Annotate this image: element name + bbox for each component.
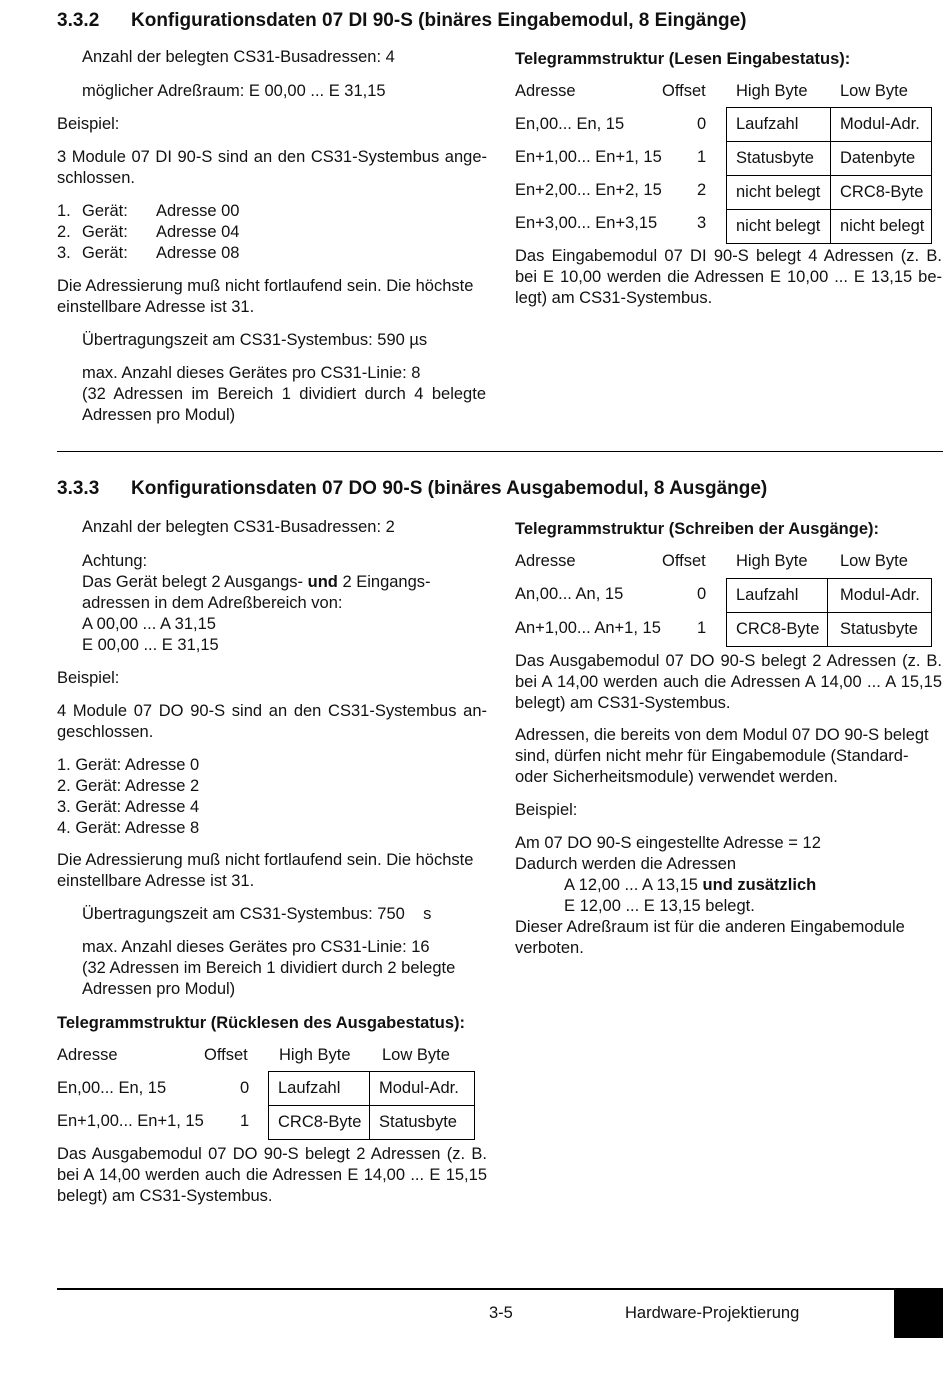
telegram-table: [726, 107, 932, 244]
row-address: An+1,00... An+1, 15: [515, 619, 661, 637]
row-address: En+2,00... En+2, 15: [515, 181, 662, 199]
col-header-low-byte: Low Byte: [382, 1046, 450, 1064]
device-number: 3.: [57, 244, 71, 262]
attention-text-line2: adressen in dem Adreßbereich von:: [82, 594, 343, 612]
table-row: [269, 1072, 475, 1106]
readback-note: Das Ausgabemodul 07 DO 90-S belegt 2 Adressen (z. B. bei A 14,00 werden auch die Adressen E 14,00 ... E 15,15 belegt) am CS31-Systembus.: [57, 1145, 487, 1205]
col-header-address: Adresse: [515, 552, 576, 570]
row-offset: 0: [240, 1079, 250, 1097]
max-count-detail: (32 Adressen im Bereich 1 dividiert durch 4 belegte Adressen pro Modul): [82, 385, 486, 424]
address-space-text: möglicher Adreßraum: E 00,00 ... E 31,15: [82, 82, 386, 100]
transfer-time: Übertragungszeit am CS31-Systembus: 590 µs: [82, 331, 428, 349]
bus-addresses-text: Anzahl der belegten CS31-Busadressen: 2: [82, 518, 395, 536]
max-count-detail: (32 Adressen im Bereich 1 dividiert durch 2 belegte Adressen pro Modul): [82, 959, 456, 998]
row-address: En+3,00... En+3,15: [515, 214, 658, 232]
example-text: 4 Module 07 DO 90-S sind an den CS31-Systembus an-geschlossen.: [57, 702, 487, 741]
attention-label: Achtung:: [82, 552, 148, 570]
example-line: A 12,00 ... A 13,15 und zusätzlich: [564, 876, 817, 894]
list-item: 4. Gerät: Adresse 8: [57, 819, 200, 837]
chapter-title: Hardware-Projektierung: [625, 1304, 800, 1322]
low-byte-cell: CRC8-Byte: [831, 176, 932, 210]
bus-addresses-text: Anzahl der belegten CS31-Busadressen: 4: [82, 48, 395, 66]
high-byte-cell: Statusbyte: [727, 142, 831, 176]
addressing-note: Die Adressierung muß nicht fortlaufend sein. Die höchste einstellbare Adresse ist 31.: [57, 277, 474, 316]
device-number: 2.: [57, 223, 71, 241]
table-row: [727, 108, 932, 142]
low-byte-cell: Statusbyte: [828, 613, 932, 647]
low-byte-cell: nicht belegt: [831, 210, 932, 244]
row-address: En+1,00... En+1, 15: [57, 1112, 204, 1130]
col-header-high-byte: High Byte: [279, 1046, 351, 1064]
example-line: Am 07 DO 90-S eingestellte Adresse = 12: [515, 834, 821, 852]
telegram-title: Telegrammstruktur (Lesen Eingabestatus):: [515, 50, 851, 68]
col-header-low-byte: Low Byte: [840, 82, 908, 100]
high-byte-cell: CRC8-Byte: [727, 613, 828, 647]
example-line: E 12,00 ... E 13,15 belegt.: [564, 897, 755, 915]
device-label: Gerät:: [82, 244, 128, 262]
footer-rule: [57, 1288, 943, 1290]
table-row: [727, 176, 932, 210]
section-number: 3.3.3: [57, 478, 100, 499]
row-offset: 1: [697, 619, 707, 637]
list-item: 3. Gerät: Adresse 4: [57, 798, 200, 816]
list-item: 2. Gerät: Adresse 2: [57, 777, 200, 795]
row-offset: 1: [697, 148, 707, 166]
section-title: Konfigurationsdaten 07 DO 90-S (binäres Ausgabemodul, 8 Ausgänge): [131, 478, 768, 499]
col-header-low-byte: Low Byte: [840, 552, 908, 570]
thumb-index-tab: [894, 1288, 943, 1338]
low-byte-cell: Datenbyte: [831, 142, 932, 176]
table-row: [269, 1106, 475, 1140]
write-note: Das Ausgabemodul 07 DO 90-S belegt 2 Adressen (z. B. bei A 14,00 werden auch die Adressen A 14,00 ... A 15,15 belegt) am CS31-Systembus.: [515, 652, 942, 712]
device-address: Adresse 08: [156, 244, 240, 262]
section-title: Konfigurationsdaten 07 DI 90-S (binäres Eingabemodul, 8 Eingänge): [131, 10, 747, 31]
telegram-note: Das Eingabemodul 07 DI 90-S belegt 4 Adressen (z. B. bei E 10,00 werden die Adressen E 10,00 ... E 13,15 be-legt) am CS31-Systembus.: [515, 247, 942, 307]
col-header-high-byte: High Byte: [736, 82, 808, 100]
page-number: 3-5: [489, 1304, 513, 1322]
range-output: A 00,00 ... A 31,15: [82, 615, 216, 633]
section-divider: [57, 451, 943, 452]
col-header-offset: Offset: [662, 552, 706, 570]
transfer-time: Übertragungszeit am CS31-Systembus: 750 s: [82, 905, 432, 923]
list-item: 1. Gerät: Adresse 0: [57, 756, 200, 774]
example-label: Beispiel:: [57, 115, 120, 133]
section-number: 3.3.2: [57, 10, 100, 31]
device-label: Gerät:: [82, 202, 128, 220]
col-header-address: Adresse: [515, 82, 576, 100]
col-header-offset: Offset: [204, 1046, 248, 1064]
example-line: Dadurch werden die Adressen: [515, 855, 737, 873]
row-address: An,00... An, 15: [515, 585, 624, 603]
high-byte-cell: CRC8-Byte: [269, 1106, 370, 1140]
high-byte-cell: nicht belegt: [727, 210, 831, 244]
high-byte-cell: Laufzahl: [727, 579, 828, 613]
row-offset: 0: [697, 585, 707, 603]
device-number: 1.: [57, 202, 71, 220]
device-address: Adresse 00: [156, 202, 240, 220]
table-row: [727, 613, 932, 647]
high-byte-cell: Laufzahl: [727, 108, 831, 142]
max-count: max. Anzahl dieses Gerätes pro CS31-Linie: 8: [82, 364, 421, 382]
high-byte-cell: Laufzahl: [269, 1072, 370, 1106]
example-line: Dieser Adreßraum ist für die anderen Eingabemodule verboten.: [515, 918, 905, 957]
table-row: [727, 579, 932, 613]
row-offset: 2: [697, 181, 707, 199]
row-address: En+1,00... En+1, 15: [515, 148, 662, 166]
reserved-note: Adressen, die bereits von dem Modul 07 DO 90-S belegt sind, dürfen nicht mehr für Eingabemodule (Standard- oder Sicherheitsmodule) verwendet werden.: [515, 726, 929, 786]
device-address: Adresse 04: [156, 223, 240, 241]
row-offset: 3: [697, 214, 707, 232]
write-table: [726, 578, 932, 647]
low-byte-cell: Statusbyte: [370, 1106, 475, 1140]
example-label: Beispiel:: [515, 801, 578, 819]
range-input: E 00,00 ... E 31,15: [82, 636, 219, 654]
readback-title: Telegrammstruktur (Rücklesen des Ausgabestatus):: [57, 1014, 466, 1032]
col-header-offset: Offset: [662, 82, 706, 100]
write-title: Telegrammstruktur (Schreiben der Ausgänge):: [515, 520, 879, 538]
readback-table: [268, 1071, 475, 1140]
col-header-high-byte: High Byte: [736, 552, 808, 570]
example-label: Beispiel:: [57, 669, 120, 687]
example-text: 3 Module 07 DI 90-S sind an den CS31-Systembus ange-schlossen.: [57, 148, 487, 187]
row-offset: 1: [240, 1112, 250, 1130]
col-header-address: Adresse: [57, 1046, 118, 1064]
low-byte-cell: Modul-Adr.: [831, 108, 932, 142]
attention-text: Das Gerät belegt 2 Ausgangs- und 2 Eingangs-: [82, 573, 431, 591]
table-row: [727, 210, 932, 244]
device-label: Gerät:: [82, 223, 128, 241]
max-count: max. Anzahl dieses Gerätes pro CS31-Linie: 16: [82, 938, 430, 956]
low-byte-cell: Modul-Adr.: [370, 1072, 475, 1106]
table-row: [727, 142, 932, 176]
row-offset: 0: [697, 115, 707, 133]
row-address: En,00... En, 15: [515, 115, 625, 133]
high-byte-cell: nicht belegt: [727, 176, 831, 210]
addressing-note: Die Adressierung muß nicht fortlaufend sein. Die höchste einstellbare Adresse ist 31.: [57, 851, 474, 890]
low-byte-cell: Modul-Adr.: [828, 579, 932, 613]
row-address: En,00... En, 15: [57, 1079, 167, 1097]
